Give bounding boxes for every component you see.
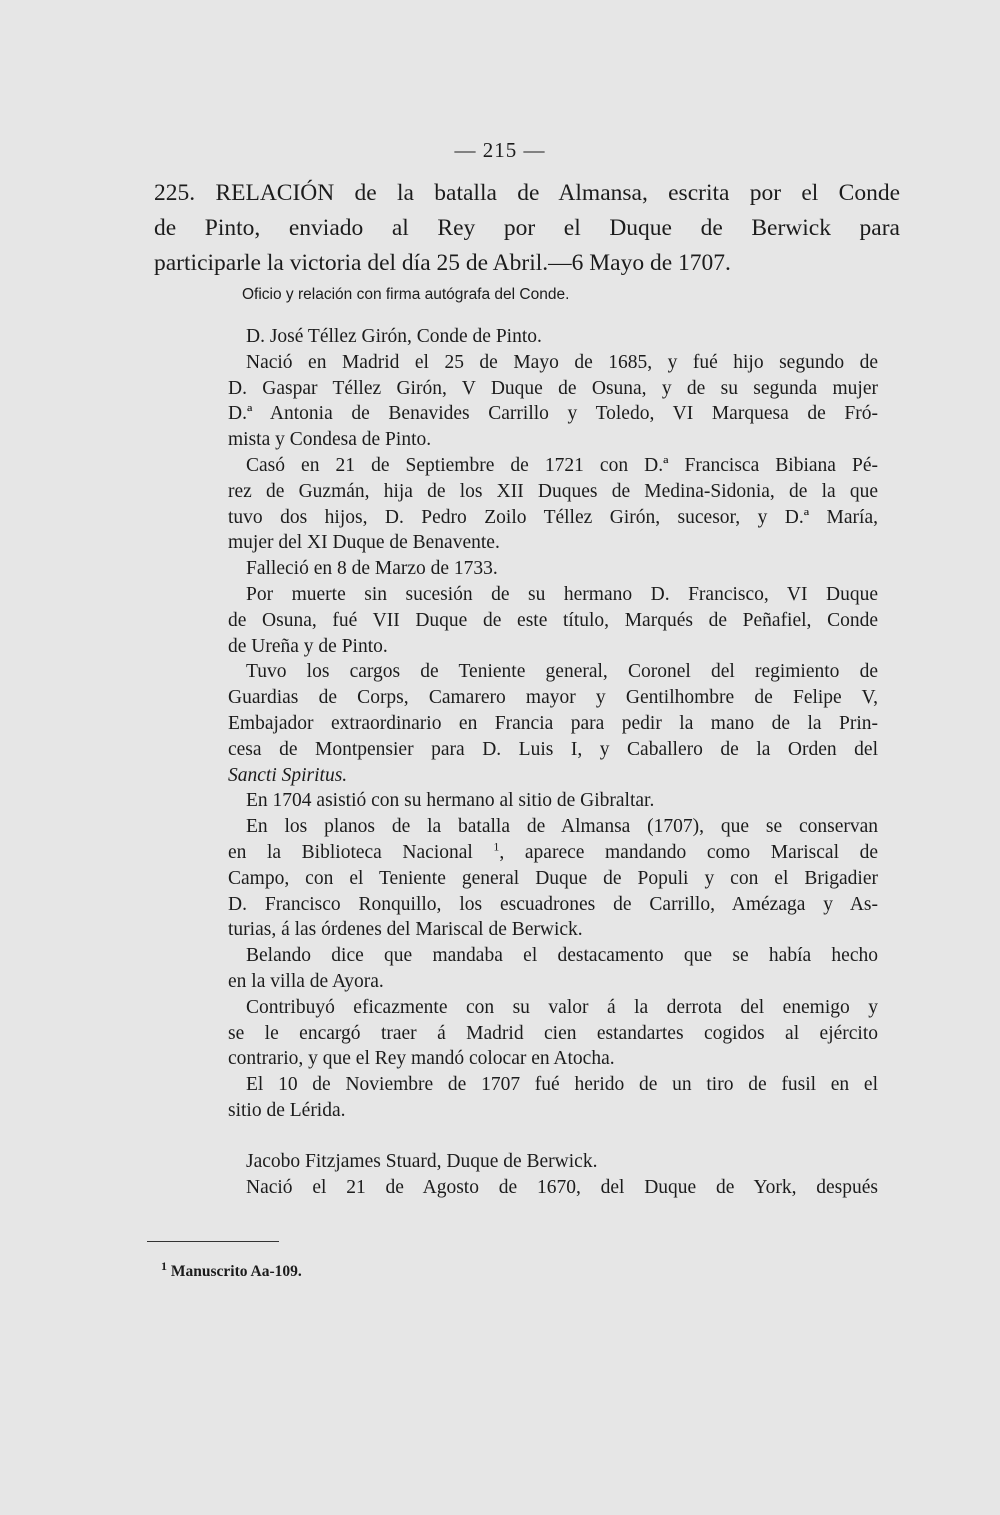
- paragraph: En 1704 asistió con su hermano al sitio de Gibraltar.: [246, 790, 655, 812]
- entry-heading-line-3: participarle la victoria del día 25 de Abril.—6 Mayo de 1707.: [154, 250, 731, 276]
- paragraph: Por muerte sin sucesión de su hermano D. Francisco, VI Duque de Osuna, fué VII Duque de este título, Marqués de Peñafiel, Conde de Ureña y de Pinto.: [228, 583, 878, 657]
- page-number: — 215 —: [454, 138, 546, 162]
- person-name-line: D. José Téllez Girón, Conde de Pinto.: [246, 326, 542, 347]
- paragraph: En los planos de la batalla de Almansa (1707), que se conservan en la Biblioteca Nacional $^1$, aparece mandando como Mariscal de Campo, con el Teniente general Duque de Populi y con el Brigadier D. Francisco Ronquillo, los escuadrones de Carrillo, Amézaga y As- turias, á las órdenes del Mariscal de Berwick.: [228, 816, 878, 941]
- entry-number: 225.: [154, 180, 196, 206]
- footnote-text: Manuscrito Aa-109.: [170, 1263, 302, 1280]
- footnote-mark: 1: [161, 1258, 167, 1273]
- person-name-line: Jacobo Fitzjames Stuard, Duque de Berwick.: [246, 1150, 598, 1172]
- paragraph: El 10 de Noviembre de 1707 fué herido de un tiro de fusil en el sitio de Lérida.: [228, 1074, 878, 1121]
- section-gap: [228, 1124, 878, 1149]
- paragraph: Nació el 21 de Agosto de 1670, del Duque de York, después: [246, 1176, 878, 1198]
- paragraph: Contribuyó eficazmente con su valor á la derrota del enemigo y se le encargó traer á Madrid cien estandartes cogidos al ejército contrario, y que el Rey mandó colocar en Atocha.: [228, 996, 878, 1070]
- paragraph: Tuvo los cargos de Teniente general, Coronel del regimiento de Guardias de Corps, Camarero mayor y Gentilhombre de Felipe V, Embajador extraordinario en Francia para pedir la mano de la Prin- cesa de Montpensier para D. Luis I, y Caballero de la Orden del Sancti Spiritus.: [228, 661, 878, 786]
- paragraph: Nació en Madrid el 25 de Mayo de 1685, y fué hijo segundo de D. Gaspar Téllez Girón, V Duque de Osuna, y de su segunda mujer D.ª Antonia de Benavides Carrillo y Toledo, VI Marquesa de Fró- mista y Condesa de Pinto.: [228, 351, 878, 451]
- body-text: [228, 324, 878, 1200]
- source-note: Oficio y relación con firma autógrafa del Conde.: [242, 286, 570, 303]
- entry-heading-line-1: 225. RELACIÓN de la batalla de Almansa, escrita por el Conde: [154, 180, 900, 206]
- paragraph: Falleció en 8 de Marzo de 1733.: [246, 558, 498, 580]
- paragraph: Casó en 21 de Septiembre de 1721 con D.ª Francisca Bibiana Pé- rez de Guzmán, hija de los XII Duques de Medina-Sidonia, de la que tuvo dos hijos, D. Pedro Zoilo Téllez Girón, sucesor, y D.ª María, mujer del XI Duque de Benavente.: [228, 454, 878, 554]
- italic-title: Sancti Spiritus.: [228, 764, 348, 786]
- footnote-reference[interactable]: 1: [493, 839, 500, 854]
- footnote: [161, 1258, 302, 1281]
- entry-heading-line-2: de Pinto, enviado al Rey por el Duque de Berwick para: [154, 215, 900, 241]
- entry-heading: [154, 176, 900, 281]
- footnote-rule: [147, 1241, 279, 1242]
- paragraph: Belando dice que mandaba el destacamento que se había hecho en la villa de Ayora.: [228, 945, 878, 992]
